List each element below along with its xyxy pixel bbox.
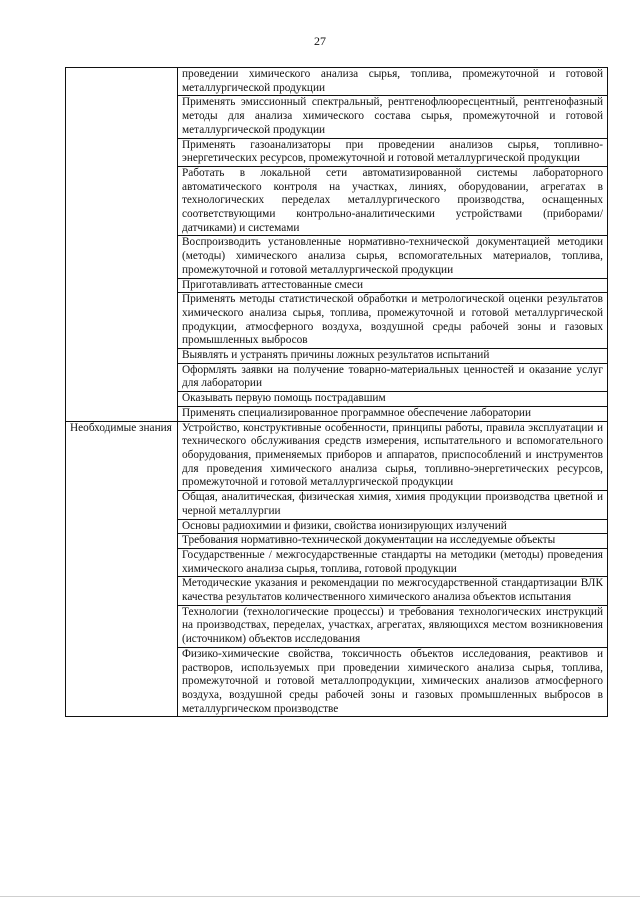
table-row: [66, 68, 608, 96]
table-cell: Применять газоанализаторы при проведении анализов сырья, топливно-энергетических ресурсов, промежуточной и готовой металлургической продукции: [178, 138, 608, 166]
competency-table: [65, 67, 608, 717]
section-label-knowledge: Необходимые знания: [66, 421, 178, 717]
table-cell: Выявлять и устранять причины ложных результатов испытаний: [178, 349, 608, 364]
table-cell: Методические указания и рекомендации по межгосударственной стандартизации ВЛК качества результатов количественного химического анализа объектов испытания: [178, 577, 608, 605]
table-cell: Требования нормативно-технической документации на исследуемые объекты: [178, 534, 608, 549]
table-cell: Применять методы статистической обработки и метрологической оценки результатов химического анализа сырья, топлива, промежуточной и готовой металлургической продукции, атмосферного воздуха, воздушной среды рабочей зоны и газовых промышленных выбросов: [178, 293, 608, 349]
page-number: 27: [314, 34, 326, 48]
table-cell: Общая, аналитическая, физическая химия, химия продукции производства цветной и черной металлургии: [178, 491, 608, 519]
table-cell: Устройство, конструктивные особенности, принципы работы, правила эксплуатации и технического обслуживания средств измерения, испытательного и вспомогательного оборудования, применяемых приборов и аппаратов, приспособлений и инструментов для проведения химического анализа сырья, топливно-энергетических ресурсов, промежуточной и готовой металлургической продукции: [178, 421, 608, 491]
table-cell: Воспроизводить установленные нормативно-технической документацией методики (методы) химического анализа сырья, вспомогательных материалов, топлива, промежуточной и готовой металлургической продукции: [178, 236, 608, 278]
table-cell: Приготавливать аттестованные смеси: [178, 278, 608, 293]
table-cell: Применять специализированное программное обеспечение лаборатории: [178, 406, 608, 421]
table-cell: Государственные / межгосударственные стандарты на методики (методы) проведения химического анализа сырья, топлива, готовой продукции: [178, 548, 608, 576]
table-cell: Применять эмиссионный спектральный, рентгенофлюоресцентный, рентгенофазный методы для анализа химического состава сырья, промежуточной и готовой металлургической продукции: [178, 96, 608, 138]
table-cell: проведении химического анализа сырья, топлива, промежуточной и готовой металлургической продукции: [178, 68, 608, 96]
table-cell: Технологии (технологические процессы) и требования технологических инструкций на производствах, переделах, участках, агрегатах, являющихся местом возникновения (источником) объектов исследования: [178, 605, 608, 647]
section-label-skills: [66, 68, 178, 422]
table-row: [66, 421, 608, 491]
table-cell: Физико-химические свойства, токсичность объектов исследования, реактивов и растворов, используемых при проведении химического анализа сырья, топлива, промежуточной и готовой металлопродукции, химических анализов атмосферного воздуха, воздушной среды рабочей зоны и газовых промышленных выбросов в металлургическом производстве: [178, 647, 608, 717]
scan-edge-divider: [0, 896, 640, 897]
table-cell: Оформлять заявки на получение товарно-материальных ценностей и оказание услуг для лаборатории: [178, 363, 608, 391]
table-cell: Оказывать первую помощь пострадавшим: [178, 392, 608, 407]
table-cell: Основы радиохимии и физики, свойства ионизирующих излучений: [178, 519, 608, 534]
table-cell: Работать в локальной сети автоматизированной системы лабораторного автоматического контроля на участках, линиях, оборудовании, агрегатах в технологических переделах металлургического производства, оснащенных соответствующими контрольно-аналитическими устройствами (приборами/датчиками) и системами: [178, 166, 608, 236]
